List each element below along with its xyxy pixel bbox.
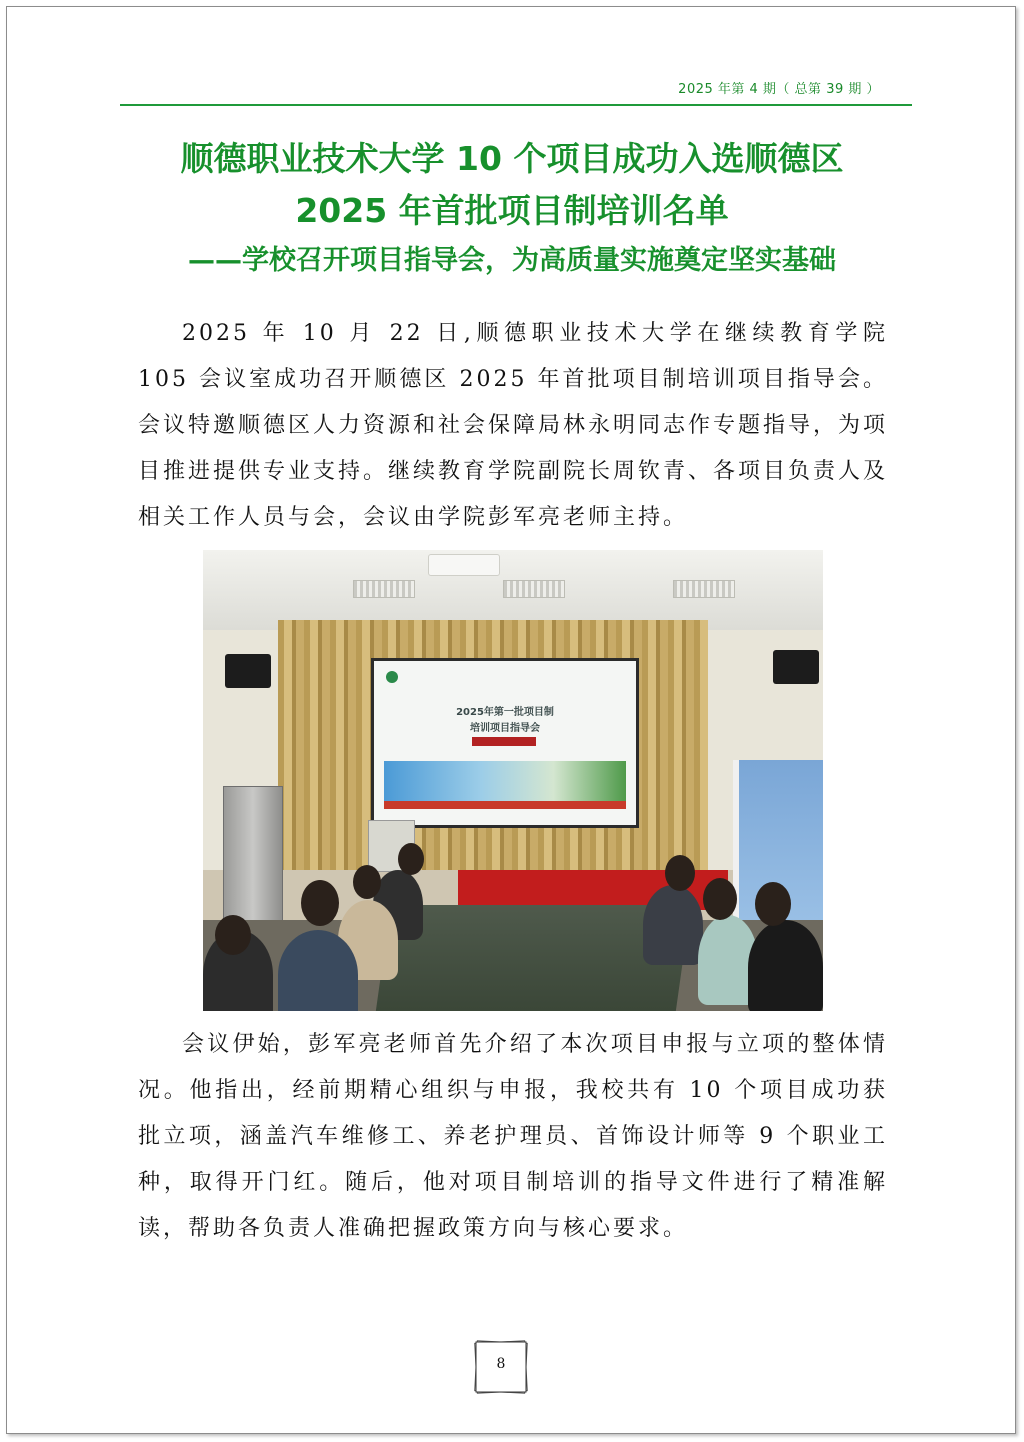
ceiling-vent <box>503 580 565 598</box>
paragraph-body: 会议伊始，彭军亮老师首先介绍了本次项目申报与立项的整体情况。他指出，经前期精心组织与申报，我校共有 10 个项目成功获批立项，涵盖汽车维修工、养老护理员、首饰设计师等 9 个职业工种，取得开门红。随后，他对项目制培训的指导文件进行了精准解读，帮助各负责人准确把握政策方向与核心要求。 <box>138 1032 888 1241</box>
ceiling-vent <box>673 580 735 598</box>
speaker-left <box>225 654 271 688</box>
attendee-head <box>353 865 381 899</box>
article-subtitle: ——学校召开项目指导会，为高质量实施奠定坚实基础 <box>188 245 836 276</box>
header-divider <box>120 104 912 106</box>
article-title <box>100 133 924 237</box>
screen-date-badge <box>472 737 536 746</box>
attendee-head <box>755 882 791 926</box>
attendee <box>278 930 358 1011</box>
ceiling-vent <box>353 580 415 598</box>
projector <box>428 554 500 576</box>
university-logo-icon <box>386 671 398 683</box>
attendee <box>643 885 703 965</box>
attendee <box>748 920 823 1011</box>
screen-title-line-2: 培训项目指导会 <box>470 723 540 734</box>
meeting-photo <box>203 550 823 1011</box>
page-number: 8 <box>496 1356 506 1372</box>
title-line-1: 顺德职业技术大学 10 个项目成功入选顺德区 <box>180 139 844 178</box>
screen-banner-stripe <box>384 801 626 809</box>
attendee-head <box>665 855 695 891</box>
paragraph-intro: 2025 年 10 月 22 日,顺德职业技术大学在继续教育学院 105 会议室成功召开顺德区 2025 年首批项目制培训项目指导会。会议特邀顺德区人力资源和社会保障局林永明同志作专题指导，为项目推进提供专业支持。继续教育学院副院长周钦青、各项目负责人及相关工作人员与会，会议由学院彭军亮老师主持。 <box>138 321 889 530</box>
screen-title-line-1: 2025年第一批项目制 <box>456 707 554 718</box>
title-line-2: 2025 年首批项目制培训名单 <box>295 191 729 230</box>
issue-number: 2025 年第 4 期（ 总第 39 期 ） <box>678 82 880 97</box>
attendee-head <box>301 880 339 926</box>
attendee-head <box>215 915 251 955</box>
speaker-right <box>773 650 819 684</box>
projection-screen <box>371 658 639 828</box>
refrigerator <box>223 786 283 928</box>
attendee-head <box>398 843 424 875</box>
attendee-head <box>703 878 737 920</box>
page-number-box <box>470 1336 532 1398</box>
